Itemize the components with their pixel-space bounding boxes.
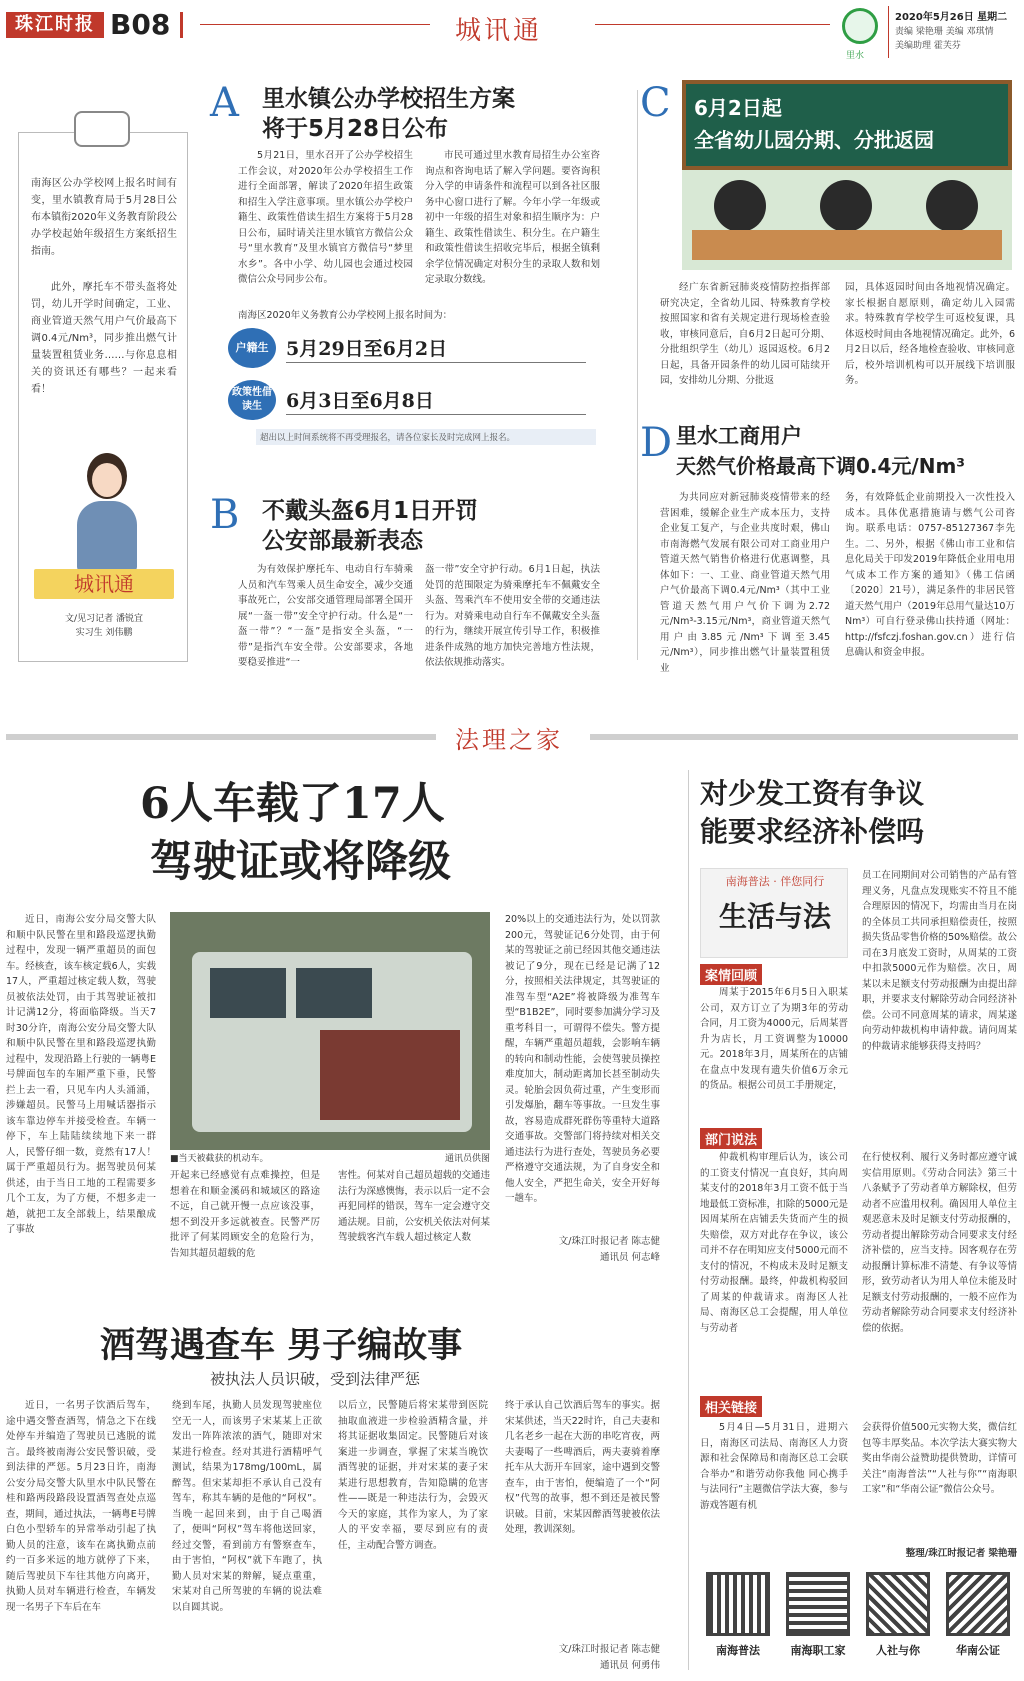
schedule-value-2: 6月3日至6月8日 [286, 390, 434, 412]
qr-label-3: 人社与你 [876, 1644, 920, 1657]
town-emblem-icon [842, 8, 878, 44]
editors-line-2: 美编助理 霍芙芬 [895, 41, 961, 51]
wage-link-2: 会获得价值500元实物大奖，微信红包等丰厚奖品。本次学法大赛实物大奖由华南公益赞助提供赞助，详情可关注“南海普法”“人社与你”“南海职工家”和“华南公证”微信公众号。 [862, 1422, 1017, 1495]
sidebar-credits-2: 实习生 刘伟鹏 [75, 628, 133, 638]
reporter-illustration [67, 453, 147, 573]
wage-dept-say-1: 仲裁机构审理后认为，该公司的工资支付情况一直良好，其向周某支付的2018年3月工资不低于当地最低工资标准，扣除的5000元是因周某所在店铺丢失货而产生的损失赔偿，双方对此存在争议，该公司并不存在明知应支付5000元而不支付的情况，不构成未及时足额支付劳动报酬。最终，仲裁机构驳回了周某的仲裁请求。南海区人社局、南海区总工会提醒，用人单位与劳动者 [700, 1152, 848, 1334]
law-logo-banner: 南海普法 · 伴您同行 [725, 875, 825, 888]
schedule-label-1: 户籍生 [228, 328, 276, 368]
article-drunk-col-3: 以后立，民警随后将宋某带到医院抽取血液进一步检验酒精含量，并将其证据收集固定。民警随后对该案进一步调查，掌握了宋某当晚饮酒驾驶的证据，并对宋某的妻子宋某进行思想教育，告知隐瞒的危害性——既是一种违法行为，会毁灭今天的家庭，其作为家人，为了家人的平安幸福，要尽到应有的责任，主动配合警方调查。 [338, 1400, 488, 1551]
town-name: 里水 [846, 51, 865, 61]
masthead-info-divider [888, 6, 889, 58]
article-overload-col-3: 20%以上的交通违法行为，处以罚款200元，驾驶证记6分处罚，由于何某的驾驶证之前已经因其他交通违法被记了9分，现在已经是记满了12分，按照相关法律规定，其驾驶证的准驾车型“A2E”将被降级为准驾车型“B1B2E”，同时要参加满分学习及重考科目一，可谓得不偿失。警方提醒，车辆严重超员超载，会影响车辆的转向和制动性能，会使驾驶员操控难度加大，制动距离加长甚至制动失灵。轮胎会因负荷过重，产生变形而引发爆胎，翻车等事故。一旦发生事故，容易造成群死群伤等重特大道路交通事故。交警部门将持续对相关交通违法行为进行查处，驾驶员务必要严格遵守交通法规，为了自身安全和他人安全，严把生命关，安全开好每一趟车。 [505, 914, 660, 1204]
article-overload-col-1: 近日，南海公安分局交警大队和顺中队民警在里和路段巡逻执勤过程中，发现一辆严重超员的面包车。经核查，该车核定载6人，实载17人，严重超过核定载人数，驾驶员被依法处罚，由于其驾驶证被扣计记满12分，将面临降级。当天7时30分许，南海公安分局交警大队和顺中队民警在里和路段巡逻执勤过程中，发现沿路上行驶的一辆粤E号牌面包车的车厢严重下垂，民警拦上去一看，只见车内人头涌涌，涉嫌超员。民警马上用喊话器指示该车靠边停车并接受检查。车辆一停下，车上陆陆续续地下来一群人，民警仔细一数，竟然有17人！属于严重超员行为。据驾驶员何某供述，由于当日工地的工程需要多几个工友，为了方便，不想多走一趟，就把工友全部载上，结果酿成了事故 [6, 914, 156, 1235]
student-3 [926, 180, 978, 232]
wage-credit: 整理/珠江时报记者 梁艳珊 [905, 1548, 1017, 1559]
wage-case-2: 员工在同期间对公司销售的产品有管理义务，凡盘点发现账实不符且不能合理原因的情况下，均需由当月在岗的全体员工共同承担赔偿责任，按照损失货品零售价格的50%赔偿。故公司在3月底发工资时，从周某的工资中扣款5000元作为赔偿。次日，周某以未足额支付劳动报酬为由提出辞职，并要求支付解除劳动合同经济补偿。公司不同意周某的请求，周某遂向劳动仲裁机构申请仲裁。请问周某的仲裁请求能够获得支持吗？ [862, 870, 1017, 1052]
article-c-col-2: 园，具体返园时间由各地视情况确定。家长根据自愿原则，确定幼儿入园需求。特殊教育学校学生可返校复课，具体返校时间由各地视情况确定。此外，6月2日以后，经各地检查验收、审核同意后，校外培训机构可以开展线下培训服务。 [845, 282, 1015, 386]
wage-case: 周某于2015年6月5日入职某公司，双方订立了为期3年的劳动合同，月工资为4000元，后周某晋升为店长，月工资调整为10000元。2018年3月，周某所在的店铺在盘点中发现有遗失价值6万余元的货品。根据公司员工手册规定， [700, 987, 848, 1091]
article-d [640, 420, 1020, 674]
law-section-band [0, 720, 1024, 754]
speech-bubble-icon [74, 111, 130, 147]
blackboard-line-1: 6月2日起 [694, 96, 782, 120]
page-number-divider [180, 12, 183, 38]
law-logo-box [700, 868, 848, 958]
law-band-rule-left [6, 734, 436, 740]
article-drunk-title: 酒驾遇查车 男子编故事 [100, 1325, 463, 1366]
header-rule-right [595, 24, 830, 25]
blackboard-line-2: 全省幼儿园分期、分批返园 [694, 128, 934, 152]
law-logo-text: 生活与法 [718, 900, 831, 933]
photo-credit: 通讯员供图 [444, 1154, 490, 1164]
qr-code-icon [946, 1572, 1010, 1636]
wage-tag-link: 相关链接 [700, 1396, 762, 1417]
article-wage-title-1: 对少发工资有争议 [700, 777, 925, 810]
sidebar-intro: 南海区公办学校网上报名时间有变，里水镇教育局于5月28日公布本镇衔2020年义务教育阶段公办学校起始年级招生方案纸招生指南。 [31, 178, 177, 257]
blackboard-illustration [682, 80, 1012, 270]
article-overload-byline: 文/珠江时报记者 陈志健 [558, 1236, 660, 1247]
article-d-letter: D [640, 420, 673, 466]
qr-code-icon [786, 1572, 850, 1636]
sidebar-tag: 城讯通 [34, 569, 174, 599]
schedule-rule-2 [286, 414, 586, 415]
van-window-1 [210, 968, 286, 1018]
student-1 [714, 180, 766, 232]
van-interior [320, 1030, 460, 1120]
article-drunk-subtitle: 被执法人员识破，受到法律严惩 [210, 1370, 421, 1388]
column-divider-1 [637, 90, 638, 660]
schedule-row-1 [228, 328, 608, 368]
wage-tag-case: 案情回顾 [700, 964, 762, 985]
registration-schedule [228, 328, 608, 446]
reporter-body [77, 501, 137, 571]
article-drunk-col-2: 绕到车尾，执勤人员发现驾驶座位空无一人，而该男子宋某某上正欲发出一阵阵浓浓的酒气，随即对宋某进行检查。经对其进行酒精呼气测试，结果为178mg/100mL，属醉驾。但宋某却拒不承认自己没有驾车，称其车辆的是他的“阿权”。当晚一起回来到，由于自己喝酒了，便叫“阿权”驾车将他送回家，经过交警，看到前方有警察查车，由于害怕，“阿权”就下车跑了，执勤人员对宋某的辩解，疑点重重，宋某对自己所驾驶的车辆的说法难以自圆其说。 [172, 1400, 322, 1613]
article-drunk-col-1: 近日，一名男子饮酒后驾车，途中遇交警查酒驾，情急之下在线处停车并编造了驾驶员已逃脱的谎言。最终被南海公安民警识破，受到法律的严惩。5月23日许，南海公安分局交警大队里水中队民警在桂和路两段路段设置酒驾查处点巡查，期间，通过执法，一辆粤E号牌白色小型轿车的异常举动引起了执勤人员的注意，该车在离执勤点前约一百多米远的地方就停了下来，随后驾驶员下车往其他方向离开，执勤人员对车辆进行检查，车辆发现一名男子下车后在车 [6, 1400, 156, 1613]
wage-dept-say-2: 在行使权利、履行义务时都应遵守诚实信用原则。《劳动合同法》第三十八条赋予了劳动者单方解除权，但劳动者不应滥用权利。确因用人单位主观恶意未及时足额支付劳动报酬的，劳动者提出解除劳动合同要求支付经济补偿的，应当支持。因客观存在劳动报酬计算标准不清楚、有争议等情形，致劳动者认为用人单位未能及时足额支付劳动报酬的，一般不应作为劳动者解除劳动合同要求支付经济补偿的依据。 [862, 1152, 1017, 1334]
article-overload-col-2: 开起来已经感觉有点难操控，但是想着在和顺金溪码和城域区的路途不远，自己就开慢一点应该没事，想不到没开多远就被查。民警严厉批评了何某罔顾安全的危险行为，告知其超员超载的危 [170, 1170, 320, 1259]
article-a-letter: A [210, 80, 239, 126]
student-2 [820, 180, 872, 232]
reporter-face [92, 463, 122, 497]
schedule-rule-1 [286, 362, 586, 363]
sidebar-intro-2: 此外，摩托车不带头盔将处罚，幼儿开学时间确定，工业、商业管道天然气用户气价最高下调0.4元/Nm³，同步推出燃气计量装置租赁业务……与你息息相关的资讯还有哪些？一起来看看！ [31, 282, 177, 395]
desks [692, 230, 1002, 260]
article-a-title-2: 将于5月28日公布 [262, 116, 449, 142]
intro-sidebar [18, 132, 188, 662]
article-c [640, 80, 1020, 410]
article-overload-title-1: 6人车载了17人 [140, 779, 445, 829]
article-a-col-2: 市民可通过里水教育局招生办公室咨询点和咨询电话了解入学问题。要咨询积分入学的申请条件和流程可以到各社区服务中心窗口进行了解。今年小学一年级或初中一年级的招生对象和招生顺序为：户籍生、政策性借读生、积分生。在户籍生和政策性借读生招收完毕后，根据全镇剩余学位情况确定对积分生的录取人数和划定录取分数线。 [425, 150, 600, 285]
article-wage-title-2: 能要求经济补偿吗 [700, 815, 925, 848]
article-overload-col-4: 害性。何某对自己超员超载的交通违法行为深感懊悔，表示以后一定不会再犯同样的错误，驾车一定会遵守交通法规。目前，公安机关依法对何某驾驶载客汽车载人超过核定人数 [338, 1170, 491, 1243]
column-divider-2 [688, 770, 689, 1670]
header-rule-left [200, 24, 430, 25]
article-drunk-col-4: 终于承认自己饮酒后驾车的事实。据宋某供述，当天22时许，自己夫妻和几名老乡一起在大沥的串吃宵夜，两夫妻喝了一些啤酒后，两夫妻骑着摩托车从大沥开车回家，途中遇到交警查车，由于害怕，便编造了一个“阿权”代驾的故事，想不到还是被民警识破。目前，宋某因醉酒驾驶被依法处理，教训深刻。 [505, 1400, 660, 1535]
article-d-title-1: 里水工商用户 [676, 424, 802, 448]
schedule-value-1: 5月29日至6月2日 [286, 338, 448, 360]
photo-caption: ■当天被截获的机动车。 [170, 1154, 269, 1164]
article-drunk-byline: 文/珠江时报记者 陈志健 [558, 1644, 660, 1655]
qr-row [700, 1572, 1018, 1672]
section-title: 城讯通 [455, 16, 543, 46]
qr-label-2: 南海职工家 [790, 1644, 846, 1657]
article-a-col-1: 5月21日，里水召开了公办学校招生工作会议，对2020年公办学校招生工作进行全面部署，解读了2020年招生政策和招生入学注意事项。里水镇公办学校户籍生、政策性借读生招生方案将于5月28日公布，届时请关注里水镇官方微信公众号“里水教育”及里水镇官方微信号“梦里水乡”。各中小学、幼儿园也会通过校园微信公众号同步公布。 [238, 150, 413, 285]
article-b [210, 492, 630, 668]
article-overload-byline-2: 通讯员 何志峰 [599, 1252, 660, 1263]
wage-link-1: 5月4日—5月31日，进期六日，南海区司法局、南海区人力资源和社会保障局和南海区总工会联合举办“和谐劳动你我他 同心携手与法同行”主题微信学法大赛，参与游戏答题有机 [700, 1422, 848, 1511]
law-band-rule-right [590, 734, 1018, 740]
schedule-row-2 [228, 380, 608, 420]
article-d-title-2: 天然气价格最高下调0.4元/Nm³ [676, 454, 966, 478]
qr-code-icon [866, 1572, 930, 1636]
article-a-table-title: 南海区2020年义务教育公办学校网上报名时间为： [238, 310, 453, 321]
van-window-2 [296, 968, 372, 1018]
article-b-title-2: 公安部最新表态 [262, 528, 423, 554]
qr-label-4: 华南公证 [956, 1644, 1000, 1657]
article-c-col-1: 经广东省新冠肺炎疫情防控指挥部研究决定，全省幼儿园、特殊教育学校按照国家和省有关规定进行现场检查验收，审核同意后，自6月2日起可分期、分批组织学生（幼儿）返园返校。6月2日起，具备开园条件的幼儿园可陆续开园，安排幼儿分期、分批返 [660, 282, 830, 386]
paper-logo: 珠江时报 [6, 12, 104, 38]
article-c-letter: C [640, 80, 671, 126]
van-photo [170, 912, 490, 1150]
masthead [0, 0, 1024, 61]
editors-line: 责编 梁艳珊 美编 邓琪情 [895, 27, 994, 37]
sidebar-credits: 文/见习记者 潘锐宜 [65, 614, 143, 624]
article-b-col-2: 盔一带”安全守护行动。6月1日起，执法处罚的范围限定为骑乘摩托车不佩戴安全头盔、驾乘汽车不使用安全带的交通违法行为。对骑乘电动自行车不佩戴安全头盔的行为，继续开展宣传引导工作，积极推进条件成熟的地方加快完善地方性法规，依法依规推动落实。 [425, 564, 600, 668]
article-b-title-1: 不戴头盔6月1日开罚 [262, 498, 479, 524]
article-a-title-1: 里水镇公办学校招生方案 [262, 86, 515, 112]
article-b-col-1: 为有效保护摩托车、电动自行车骑乘人员和汽车驾乘人员生命安全，减少交通事故死亡，公安部交通管理局部署全国开展“一盔一带”安全守护行动。什么是“一盔一带”？“一盔”是指安全头盔，“一带”是指汽车安全带。公安部要求，各地要稳妥推进“一 [238, 564, 413, 668]
article-overload-title-2: 驾驶证或将降级 [150, 837, 451, 887]
qr-code-icon [706, 1572, 770, 1636]
schedule-note: 超出以上时间系统将不再受理报名，请各位家长及时完成网上报名。 [256, 429, 596, 445]
article-drunk-byline-2: 通讯员 何勇伟 [599, 1660, 660, 1671]
law-section-title: 法理之家 [455, 726, 563, 754]
article-d-col-2: 务，有效降低企业前期投入一次性投入成本。具体优惠措施请与燃气公司咨询。联系电话：0757-85127367李先生。二、另外，根据《佛山市工业和信息化局关于印发2019年降低企业用电用气成本工作方案的通知》（佛工信函〔2020〕21号），满足条件的非居民管道天然气用户（2019年总用气量达10万Nm³）可自行登录佛山扶持通（网址：http://fsfczj.foshan.gov.cn）进行信息确认和资金申报。 [845, 492, 1015, 658]
qr-label-1: 南海普法 [716, 1644, 760, 1657]
article-d-col-1: 为共同应对新冠肺炎疫情带来的经营困难，缓解企业生产成本压力，支持企业复工复产，与企业共度时艰，佛山市南海燃气发展有限公司对工商业用户管道天然气销售价格进行优惠调整，具体如下：一、工业、商业管道天然气用户气价最高下调0.4元/Nm³（其中工业管道天然气用户气价下调为2.72元/Nm³-3.15元/Nm³，商业管道天然气用户由3.85元/Nm³下调至3.45元/Nm³），同步推出燃气计量装置租赁业 [660, 492, 830, 674]
issue-date: 2020年5月26日 星期二 [895, 12, 1008, 23]
wage-tag-dept: 部门说法 [700, 1128, 762, 1149]
page-number: B08 [110, 8, 171, 41]
article-b-letter: B [210, 492, 240, 538]
schedule-label-2: 政策性借读生 [228, 380, 276, 420]
